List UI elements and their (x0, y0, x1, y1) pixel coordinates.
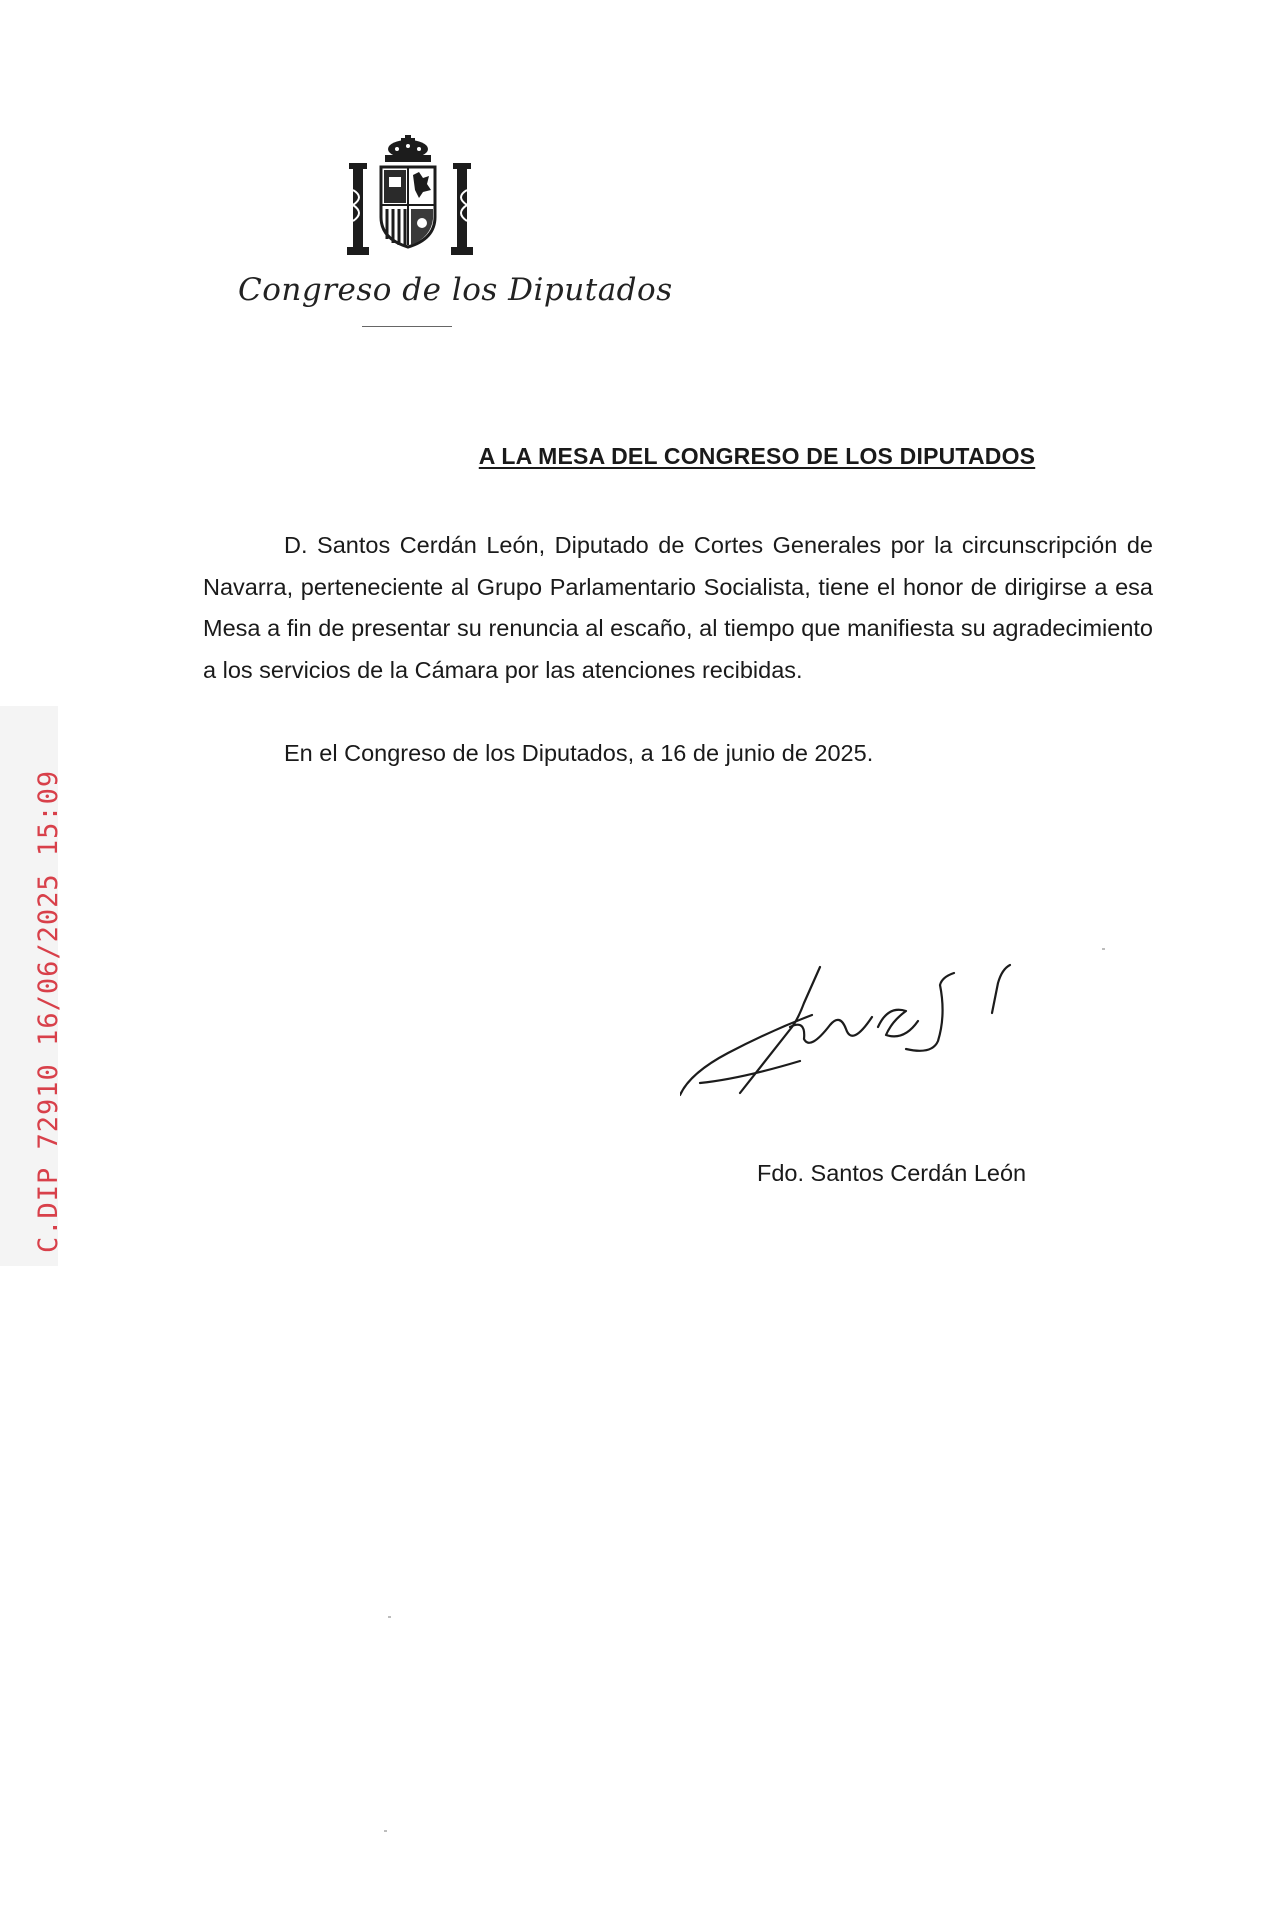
body-paragraph: D. Santos Cerdán León, Diputado de Cortes Generales por la circunscripción de Navarra, perteneciente al Grupo Parlamentario Socialista, tiene el honor de dirigirse a esa Mesa a fin de presentar su renuncia al escaño, al tiempo que manifiesta su agradecimiento a los servicios de la Cámara por las atenciones recibidas. (203, 532, 1153, 683)
institution-name: Congreso de los Diputados (238, 272, 673, 308)
institution-rule (362, 326, 452, 327)
scan-speck (388, 1616, 391, 1618)
document-heading: A LA MESA DEL CONGRESO DE LOS DIPUTADOS (478, 443, 1036, 469)
coat-of-arms-icon (345, 135, 477, 265)
scan-speck (384, 1830, 387, 1832)
handwritten-signature-icon (680, 955, 1080, 1105)
registry-stamp: C.DIP 72910 16/06/2025 15:09 (33, 769, 64, 1253)
place-date: En el Congreso de los Diputados, a 16 de junio de 2025. (284, 740, 874, 766)
scan-speck (1102, 948, 1105, 950)
signer-name: Fdo. Santos Cerdán León (757, 1160, 1027, 1186)
